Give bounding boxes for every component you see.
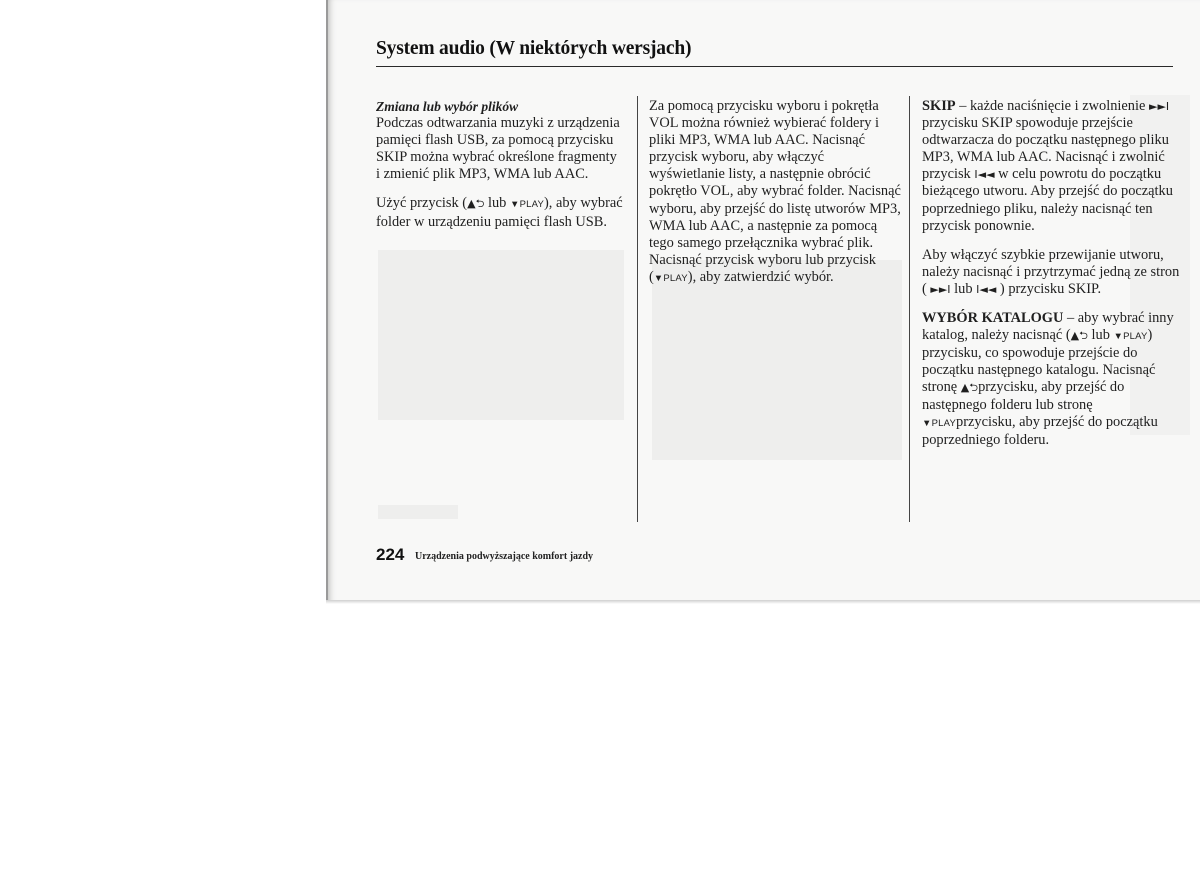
text-fragment: ) przycisku, co spowoduje przejście do początku następnego katalogu. Nacisnąć stronę: [922, 327, 1156, 396]
page-edge: [326, 600, 1200, 604]
up-arrow-icon: ▲: [467, 197, 476, 211]
text-fragment: Aby włączyć szybkie przewijanie utworu, należy nacisnąć i przytrzymać jedną ze stron (: [922, 246, 1180, 297]
page-title: System audio (W niektórych wersjach): [376, 38, 692, 59]
text-fragment: lub: [1087, 327, 1114, 344]
bleed-through-area: [378, 505, 458, 519]
column-divider: [637, 96, 638, 522]
return-arrow-icon: ⮌: [475, 197, 485, 211]
text-fragment: przycisku, aby przejść do początku poprzedniego folderu.: [922, 413, 1158, 448]
section-block: [376, 98, 624, 183]
return-arrow-icon: ⮌: [969, 381, 979, 395]
paragraph: [922, 247, 1184, 298]
up-arrow-icon: ▲: [1070, 329, 1080, 343]
paragraph: [922, 310, 1184, 449]
paragraph-text: Podczas odtwarzania muzyki z urządzenia pamięci flash USB, za pomocą przycisku SKIP można wybrać określone fragmenty i zmienić plik MP3, WMA lub AAC.: [376, 115, 620, 183]
paragraph: [376, 195, 624, 230]
play-symbol-icon: ▼PLAY: [1113, 331, 1148, 343]
column-3: [922, 98, 1184, 461]
up-arrow-icon: ▲: [960, 381, 970, 395]
play-symbol-icon: ▼PLAY: [653, 272, 688, 284]
text-fragment: ), aby zatwierdzić wybór.: [687, 268, 834, 285]
footer-section: Urządzenia podwyższające komfort jazdy: [415, 551, 594, 562]
text-fragment: Za pomocą przycisku wyboru i pokrętła VOL można również wybierać foldery i pliki MP3, WMA lub AAC. Nacisnąć przycisk wyboru, aby włączyć wyświetlanie listy, a następnie obrócić pokrętło VOL, aby wybrać folder. Nacisnąć wyboru, aby przejść do listę utworów MP3, WMA lub AAC, a następnie za pomocą tego samego przełącznika wybrać plik. Nacisnąć przycisk wyboru lub przycisk (: [649, 98, 901, 285]
skip-prev-icon: I◄◄: [974, 168, 995, 182]
text-fragment: lub: [484, 195, 510, 212]
skip-next-icon: ►►I: [1148, 100, 1170, 113]
text-fragment: przycisku SKIP spowoduje przejście odtwarzacza do początku następnego pliku MP3, WMA lub AAC. Nacisnąć i zwolnić przycisk: [922, 115, 1169, 183]
text-fragment: lub: [950, 280, 977, 297]
bleed-through-area: [378, 250, 624, 420]
title-rule: [376, 66, 1173, 67]
play-symbol-icon: ▼PLAY: [509, 199, 544, 211]
column-2: [649, 98, 901, 299]
skip-label: SKIP: [922, 98, 956, 114]
text-fragment: przycisku, aby przejść do następnego folderu lub stronę: [922, 379, 1125, 413]
text-fragment: – aby wybrać inny katalog, należy nacisnąć (: [922, 310, 1174, 344]
play-symbol-icon: ▼PLAY: [922, 417, 956, 429]
skip-next-icon: ►►I: [930, 282, 951, 296]
column-divider: [909, 96, 910, 522]
paragraph: [922, 98, 1184, 235]
paragraph: [649, 98, 901, 287]
column-1: [376, 98, 624, 243]
text-fragment: ) przycisku SKIP.: [996, 280, 1102, 297]
text-fragment: – każde naciśnięcie i zwolnienie: [955, 98, 1149, 114]
text-fragment: w celu powrotu do początku bieżącego utworu. Aby przejść do początku poprzedniego pliku, należy nacisnąć ten przycisk ponownie.: [922, 166, 1173, 234]
text-fragment: Użyć przycisk (: [376, 195, 468, 212]
text-fragment: ), aby wybrać folder w urządzeniu pamięci flash USB.: [376, 195, 623, 230]
subheading: Zmiana lub wybór plików: [376, 99, 519, 114]
page-number: 224: [376, 545, 405, 564]
skip-prev-icon: I◄◄: [976, 282, 997, 296]
return-arrow-icon: ⮌: [1079, 329, 1088, 343]
folder-label: WYBÓR KATALOGU: [922, 310, 1064, 327]
